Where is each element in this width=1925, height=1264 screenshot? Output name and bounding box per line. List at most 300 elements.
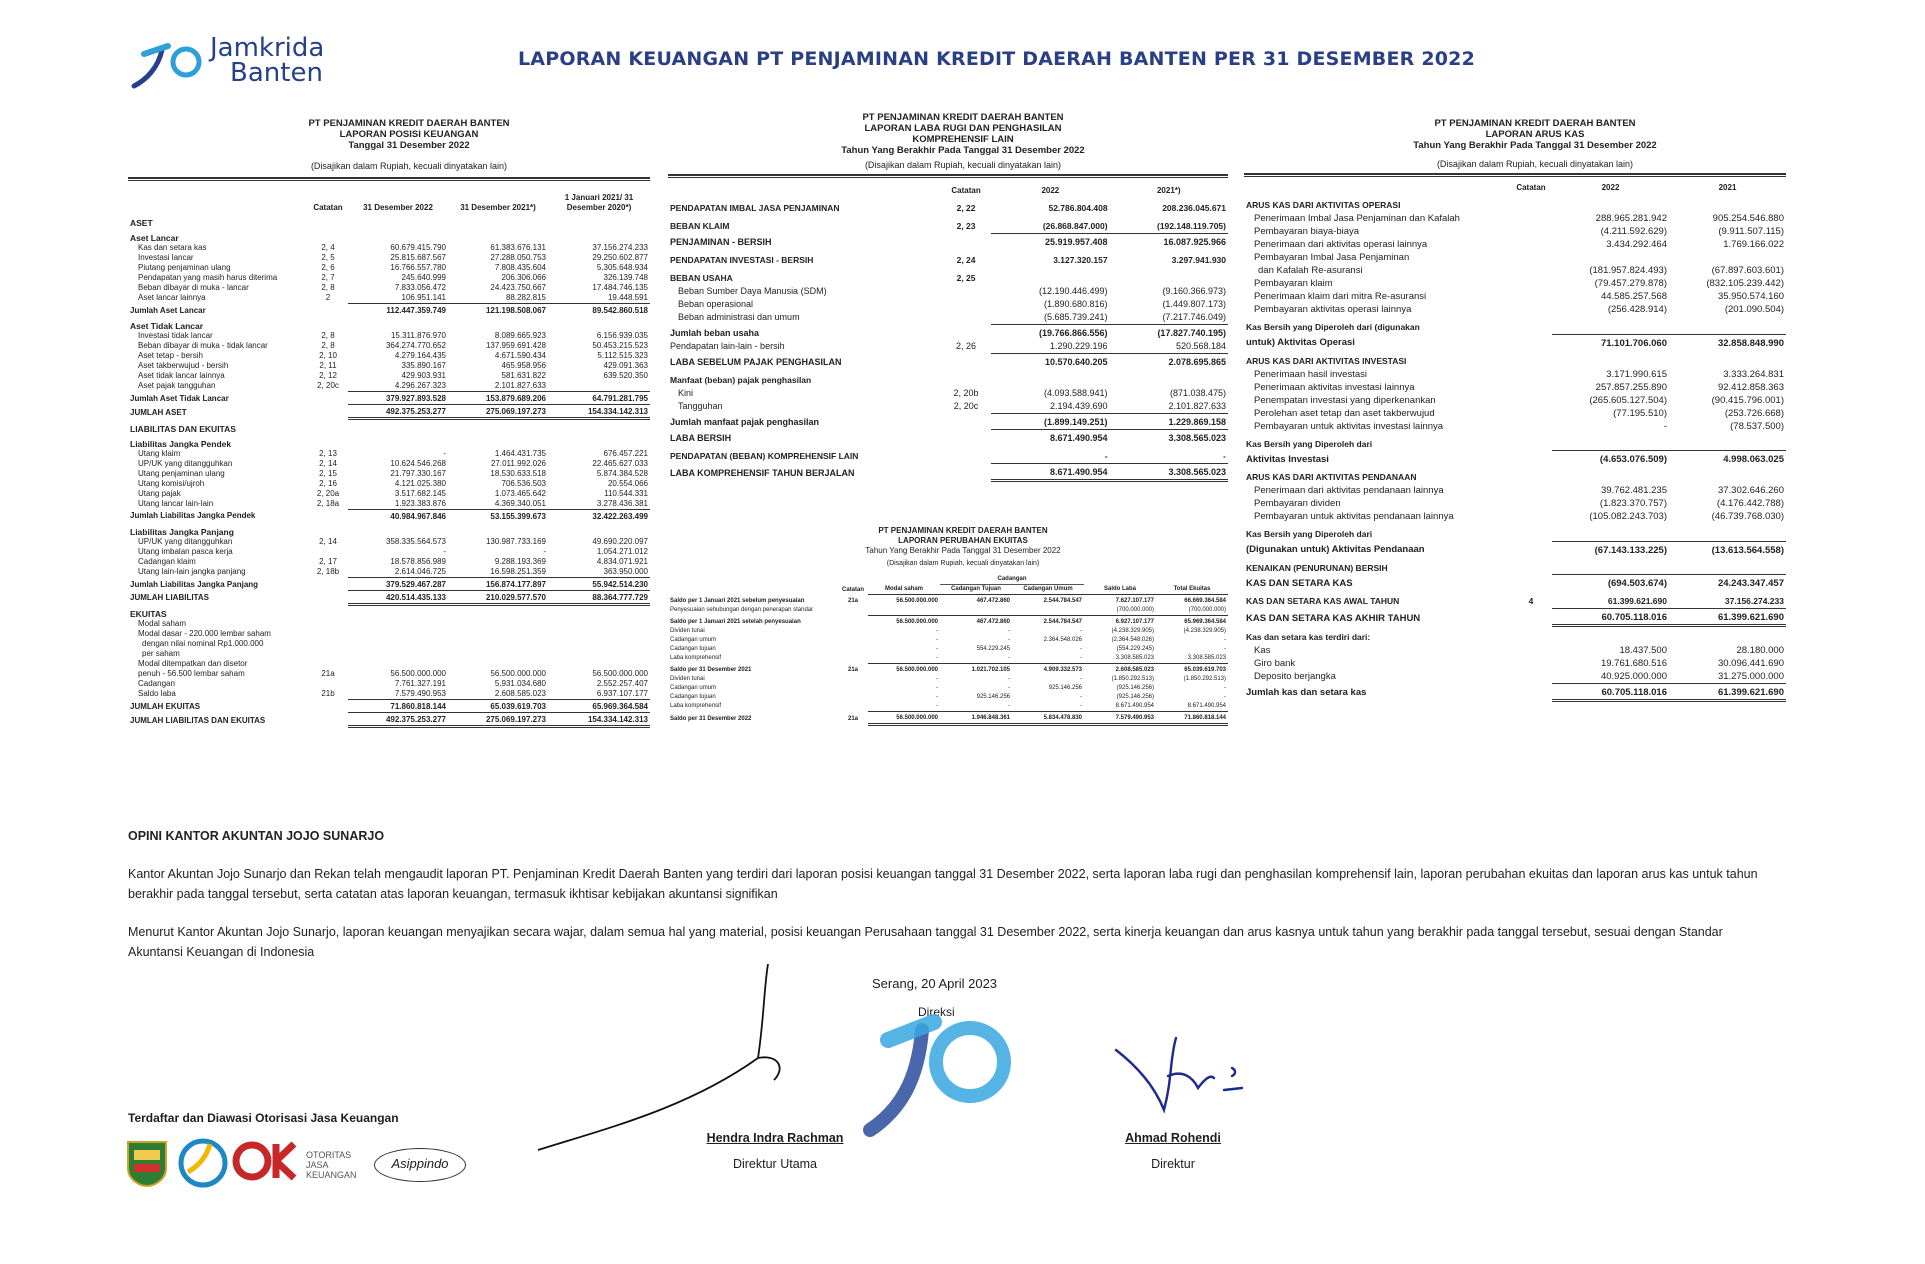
pl-row-value: (5.685.739.241) <box>1044 312 1108 322</box>
pl-row <box>668 215 1228 234</box>
balance-row-note: 2, 17 <box>319 556 337 566</box>
equity-row-label: Laba komprehensif <box>670 703 722 710</box>
cashflow-row-label: Kas Bersih yang Diperoleh dari <box>1246 529 1373 539</box>
equity-row-value: 2.608.585.023 <box>1084 664 1156 676</box>
balance-row-value: 53.155.399.673 <box>448 509 548 522</box>
equity-row-value: (925.146.256) <box>1116 694 1155 700</box>
cashflow-row-label: Jumlah kas dan setara kas <box>1246 687 1367 698</box>
balance-row-note: 2, 7 <box>321 273 335 282</box>
balance-row-note: 2, 10 <box>319 351 337 360</box>
cashflow-row-note <box>1510 381 1552 394</box>
pl-row-value: 25.919.957.408 <box>991 234 1109 250</box>
pl-row <box>668 249 1228 267</box>
equity-row-label: Saldo per 31 Desember 2022 <box>670 715 752 722</box>
cashflow-row-value <box>1552 626 1669 644</box>
pl-row-value: (17.827.740.195) <box>1110 325 1228 341</box>
cashflow-row-value: (201.090.504) <box>1724 304 1784 315</box>
balance-row <box>128 253 650 263</box>
equity-row-value <box>868 606 940 616</box>
pl-row-value: 208.236.045.671 <box>1162 203 1226 213</box>
cashflow-row-value <box>1669 350 1786 368</box>
cashflow-row-label: Deposito berjangka <box>1254 670 1336 682</box>
balance-row-value: 65.969.364.584 <box>548 700 650 713</box>
equity-statement <box>668 526 1228 726</box>
cashflow-row-label: Pembayaran untuk aktivitas pendanaan lainnya <box>1254 511 1454 522</box>
equity-row-label: Saldo per 31 Desember 2021 <box>670 666 752 673</box>
pl-row-note <box>941 325 991 341</box>
balance-row-value <box>448 522 548 537</box>
equity-row <box>668 693 1228 702</box>
balance-row <box>128 649 650 659</box>
cashflow-row-value: (253.726.668) <box>1724 407 1784 419</box>
balance-row-label: Jumlah Aset Tidak Lancar <box>130 394 229 403</box>
pl-row <box>668 340 1228 354</box>
balance-row-value: 1.054.271.012 <box>596 546 648 556</box>
cashflow-row-value: (90.415.796.001) <box>1711 394 1784 406</box>
pl-row-value: 2.194.439.690 <box>1050 401 1108 411</box>
cashflow-row-label: ARUS KAS DARI AKTIVITAS PENDANAAN <box>1246 472 1417 482</box>
balance-row <box>128 405 650 419</box>
balance-row-note: 2, 12 <box>319 371 337 380</box>
balance-row-label: Cadangan <box>138 679 175 688</box>
cashflow-row <box>1244 420 1786 433</box>
balance-row-label: UP/UK yang ditangguhkan <box>138 458 233 468</box>
cashflow-row-label: Penerimaan dari aktivitas pendanaan lainnya <box>1254 485 1444 496</box>
balance-row <box>128 489 650 499</box>
pl-row-label: Jumlah manfaat pajak penghasilan <box>670 417 820 427</box>
equity-row-value: - <box>936 694 938 700</box>
balance-row-value: 156.874.177.897 <box>448 577 548 590</box>
balance-row <box>128 304 650 317</box>
cashflow-row-note <box>1510 251 1552 264</box>
balance-row-value <box>348 228 448 243</box>
cashflow-row <box>1244 290 1786 303</box>
balance-row-value: 71.860.818.144 <box>348 700 448 713</box>
cashflow-row-value: (181.957.824.493) <box>1589 265 1667 276</box>
pl-row-note <box>941 285 991 298</box>
pl-row-label: PENDAPATAN (BEBAN) KOMPREHENSIF LAIN <box>670 451 859 462</box>
equity-row-value: 2.544.784.547 <box>1012 616 1084 628</box>
pl-row <box>668 400 1228 414</box>
balance-row-value <box>348 629 448 639</box>
balance-row <box>128 537 650 547</box>
balance-row-value: 56.500.000.000 <box>490 669 546 678</box>
cashflow-row-note <box>1510 394 1552 407</box>
cashflow-row-value <box>1552 466 1669 484</box>
balance-row <box>128 283 650 293</box>
balance-row-value: 3.278.436.381 <box>596 498 648 508</box>
balance-subtitle: (Disajikan dalam Rupiah, kecuali dinyatakan lain) <box>310 161 508 171</box>
balance-row-value: 6.156.939.035 <box>596 331 648 340</box>
balance-row <box>128 228 650 243</box>
balance-row-note <box>308 304 348 317</box>
pl-row-value: (1.449.807.173) <box>1162 299 1226 309</box>
equity-row-note <box>838 616 868 628</box>
pl-row-value: (9.160.366.973) <box>1162 286 1226 296</box>
equity-row-value: 56.500.000.000 <box>868 664 940 676</box>
balance-row-note <box>308 713 348 727</box>
balance-row-value: 121.198.508.067 <box>448 304 548 317</box>
balance-row-value: 1.923.383.876 <box>394 498 446 508</box>
cashflow-row-value: (46.739.768.030) <box>1711 511 1784 522</box>
pl-row-note: 2, 20c <box>953 401 979 412</box>
balance-col-2020: 1 Januari 2021/ 31 Desember 2020*) <box>564 193 634 212</box>
balance-row-note <box>308 590 348 604</box>
balance-row-note: 2, 11 <box>319 361 337 370</box>
pl-row-label: Jumlah beban usaha <box>670 327 760 338</box>
equity-row-value: - <box>1080 628 1083 634</box>
cashflow-row <box>1244 407 1786 420</box>
pl-row <box>668 197 1228 215</box>
cashflow-row-label: KENAIKAN (PENURUNAN) BERSIH <box>1246 562 1388 573</box>
pl-row-value <box>1110 369 1228 387</box>
balance-row-note: 2, 8 <box>321 283 335 292</box>
cashflow-row-value <box>1669 466 1786 484</box>
equity-row <box>668 675 1228 684</box>
balance-row <box>128 392 650 405</box>
cashflow-row-value <box>1552 316 1669 334</box>
balance-row-value <box>348 522 448 537</box>
cashflow-row-value: (77.195.510) <box>1613 407 1667 419</box>
pl-row-value: 520.568.184 <box>1175 341 1226 351</box>
pl-row-value: - <box>1104 451 1108 461</box>
cashflow-row-value <box>1669 194 1786 212</box>
balance-row-value: 2.101.827.633 <box>494 381 546 390</box>
balance-row-label: Pendapatan yang masih harus diterima <box>138 273 278 282</box>
balance-row-value: 37.156.274.233 <box>592 243 648 252</box>
equity-row-note <box>838 693 868 702</box>
asippindo-logo: Asippindo <box>374 1148 466 1182</box>
balance-row-value <box>448 316 548 331</box>
equity-row <box>668 664 1228 676</box>
cashflow-row <box>1244 394 1786 407</box>
balance-row-value: 4.369.340.051 <box>494 498 546 508</box>
balance-row <box>128 557 650 567</box>
balance-row <box>128 381 650 392</box>
equity-row-value: - <box>936 637 938 643</box>
pl-row <box>668 387 1228 400</box>
sign-place-date: Serang, 20 April 2023 <box>872 976 998 991</box>
equity-row-note <box>838 606 868 616</box>
pl-row <box>668 464 1228 481</box>
pl-row <box>668 267 1228 285</box>
cashflow-row-label: Penerimaan aktivitas investasi lainnya <box>1254 381 1415 393</box>
cashflow-row <box>1244 264 1786 277</box>
balance-row <box>128 479 650 489</box>
cashflow-row-value <box>1552 350 1669 368</box>
cashflow-row-value: - <box>1663 420 1667 432</box>
equity-row <box>668 684 1228 693</box>
balance-row <box>128 469 650 479</box>
balance-row-value: 4.671.590.434 <box>494 351 546 360</box>
equity-row-value: (2.364.548.026) <box>1111 637 1155 643</box>
pl-row-note <box>941 430 991 446</box>
cashflow-row-label: KAS DAN SETARA KAS AKHIR TAHUN <box>1246 612 1421 624</box>
balance-row-note <box>308 316 348 331</box>
pl-row-value: 3.308.565.023 <box>1110 430 1228 446</box>
equity-row-value: 56.500.000.000 <box>868 616 940 628</box>
pl-row-value: (1.899.149.251) <box>991 414 1109 430</box>
cashflow-row-label: Penerimaan dari aktivitas operasi lainnya <box>1254 239 1428 250</box>
cashflow-row-label: Penerimaan klaim dari mitra Re-asuransi <box>1254 291 1427 302</box>
pl-row-value: (7.217.746.049) <box>1162 312 1226 322</box>
cashflow-row-note <box>1510 466 1552 484</box>
balance-row-value: 1.464.431.735 <box>494 448 546 458</box>
equity-row-value: 65.039.619.703 <box>1156 664 1228 676</box>
balance-row <box>128 679 650 689</box>
balance-row-note: 2, 18b <box>316 566 340 576</box>
equity-row-value: 8.671.490.954 <box>1115 703 1155 709</box>
balance-row-value: 364.274.770.652 <box>385 341 446 350</box>
balance-row-value: 60.679.415.790 <box>390 243 446 252</box>
balance-row-label: Aset Lancar <box>130 233 179 243</box>
cashflow-row-note <box>1510 433 1552 451</box>
cashflow-row-note <box>1510 575 1552 591</box>
pl-row-note <box>941 298 991 311</box>
balance-row-value <box>448 604 548 619</box>
equity-group-header <box>668 575 1228 585</box>
equity-row <box>668 654 1228 664</box>
balance-row-value: 15.311.876.970 <box>390 331 446 340</box>
cashflow-row-note <box>1510 683 1552 700</box>
balance-row-label: Utang imbalan pasca kerja <box>138 546 233 556</box>
balance-row-value: 27.011.992.026 <box>490 458 546 468</box>
balance-row-note <box>308 419 348 434</box>
equity-row-value: 56.500.000.000 <box>868 712 940 725</box>
balance-row-value <box>448 649 548 659</box>
balance-row-value: 429.903.931 <box>401 371 446 380</box>
cashflow-row-value: 71.101.706.060 <box>1552 334 1669 350</box>
balance-row <box>128 459 650 469</box>
pl-row-value: (12.190.446.499) <box>1039 286 1108 296</box>
balance-row-value: 56.500.000.000 <box>390 669 446 678</box>
equity-row-label: Cadangan umum <box>670 685 717 691</box>
pl-row-note <box>941 445 991 464</box>
balance-row-value: 465.958.956 <box>501 361 546 370</box>
balance-row <box>128 629 650 639</box>
cashflow-row-value: 61.399.621.690 <box>1669 609 1786 626</box>
pl-row-label: LABA KOMPREHENSIF TAHUN BERJALAN <box>670 467 855 478</box>
pl-row-label: Pendapatan lain-lain - bersih <box>670 341 785 352</box>
cashflow-col-2021: 2021 <box>1718 183 1737 192</box>
cashflow-row-label: (Digunakan untuk) Aktivitas Pendanaan <box>1246 544 1425 556</box>
cashflow-row-note <box>1510 557 1552 575</box>
balance-row-note: 2, 8 <box>321 331 335 340</box>
cashflow-row-value <box>1669 251 1786 264</box>
cashflow-row <box>1244 523 1786 541</box>
cashflow-row-label: Penempatan investasi yang diperkenankan <box>1254 394 1436 406</box>
cashflow-row-value: 257.857.255.890 <box>1595 381 1667 393</box>
cashflow-row-label: Giro bank <box>1254 657 1296 669</box>
equity-row-note: 21a <box>847 597 858 604</box>
banten-emblem-icon <box>124 1136 170 1188</box>
cashflow-row-label: Pembayaran dividen <box>1254 498 1341 509</box>
pl-row-label: Manfaat (beban) pajak penghasilan <box>670 375 812 385</box>
balance-row-value: 106.951.141 <box>401 293 446 302</box>
balance-row-label: JUMLAH LIABILITAS <box>130 593 209 602</box>
signer-2-name: Ahmad Rohendi <box>1125 1131 1221 1145</box>
cashflow-row-value: 19.761.680.516 <box>1600 657 1667 669</box>
pl-subtitle: (Disajikan dalam Rupiah, kecuali dinyatakan lain) <box>864 160 1062 170</box>
equity-row-value: - <box>1080 676 1083 682</box>
pl-row-value: 1.229.869.158 <box>1110 414 1228 430</box>
cashflow-col-note: Catatan <box>1516 183 1546 192</box>
balance-row-label: penuh - 56.500 lembar saham <box>138 669 245 678</box>
balance-row-value: 275.069.197.273 <box>448 713 548 727</box>
balance-row-note <box>308 405 348 419</box>
balance-row-value: 16.766.557.780 <box>390 263 446 272</box>
equity-row-value: - <box>1008 655 1010 661</box>
cashflow-row-label: Pembayaran biaya-biaya <box>1254 226 1360 237</box>
pl-row-value: 10.570.640.205 <box>991 354 1109 370</box>
balance-row-value <box>348 316 448 331</box>
balance-row-note: 21a <box>321 669 335 678</box>
balance-col-note: Catatan <box>313 203 343 212</box>
pl-row-value: (19.766.866.556) <box>991 325 1109 341</box>
cashflow-row <box>1244 451 1786 467</box>
balance-row-label: Jumlah Liabilitas Jangka Pendek <box>130 511 256 521</box>
balance-row-value: 5.931.034.680 <box>494 679 546 688</box>
equity-row-value: (4.238.329.905) <box>1183 628 1227 634</box>
balance-row-label: Jumlah Liabilitas Jangka Panjang <box>130 579 259 589</box>
equity-row-note: 21a <box>847 715 858 722</box>
cashflow-row-note <box>1510 541 1552 557</box>
cashflow-statement <box>1244 118 1786 702</box>
cashflow-row <box>1244 238 1786 251</box>
equity-row-value: 6.927.107.177 <box>1084 616 1156 628</box>
balance-row-value <box>348 659 448 669</box>
cashflow-row-value: 18.437.500 <box>1619 644 1667 656</box>
balance-row-value <box>348 434 448 449</box>
pl-row-note <box>941 354 991 370</box>
cashflow-row-value: (4.211.592.629) <box>1600 226 1667 237</box>
opinion-paragraph-1: Kantor Akuntan Jojo Sunarjo dan Rekan telah mengaudit laporan PT. Penjaminan Kredit Daerah Banten yang terdiri dari laporan posisi keuangan tanggal 31 Desember 2022, serta laporan laba rugi dan penghasilan komprehensif lain, laporan perubahan ekuitas dan laporan arus kas untuk tahun berakhir pada tanggal tersebut, serta catatan atas laporan keuangan, termasuk ikhtisar kebijakan akuntansi signifikan <box>128 867 1758 901</box>
balance-row-value: 25.815.687.567 <box>390 253 446 262</box>
pl-row-value: - <box>1223 451 1226 461</box>
balance-row-value <box>348 619 448 629</box>
cashflow-row-note <box>1510 350 1552 368</box>
equity-row-note <box>838 702 868 712</box>
pl-row-value: (4.093.588.941) <box>1044 388 1108 398</box>
cashflow-row-value: 30.096.441.690 <box>1717 657 1784 669</box>
balance-row-value: 7.761.327.191 <box>394 679 446 688</box>
balance-row-label: per saham <box>142 649 180 658</box>
equity-row-value: - <box>1008 685 1010 691</box>
sign-board: Direksi <box>918 1005 955 1019</box>
balance-row-value: 429.091.363 <box>603 361 648 370</box>
balance-row-value: 154.334.142.313 <box>548 713 650 727</box>
equity-row-value: - <box>1008 628 1010 634</box>
equity-row-value: - <box>1224 637 1227 643</box>
cashflow-row-value: 60.705.118.016 <box>1552 609 1669 626</box>
pl-row-value: (871.038.475) <box>1169 388 1226 398</box>
balance-row-value <box>448 619 548 629</box>
balance-row-label: Aset Tidak Lancar <box>130 321 204 331</box>
equity-row-note <box>838 627 868 636</box>
balance-row <box>128 434 650 449</box>
brand-line-2: Banten <box>230 58 323 88</box>
equity-row-value: - <box>1008 676 1010 682</box>
balance-row <box>128 547 650 557</box>
balance-row-value: 56.500.000.000 <box>592 669 648 678</box>
balance-row-note: 2, 16 <box>319 478 337 488</box>
cashflow-row <box>1244 381 1786 394</box>
cashflow-row-label: Perolehan aset tetap dan aset takberwujud <box>1254 407 1435 419</box>
equity-row-value: - <box>936 646 938 652</box>
equity-row-value: (4.238.329.905) <box>1111 628 1155 634</box>
balance-row-note <box>308 522 348 537</box>
balance-row-label: dengan nilai nominal Rp1.000.000 <box>142 639 264 648</box>
balance-row-value: 153.879.689.206 <box>448 392 548 405</box>
cashflow-row-value: 39.762.481.235 <box>1600 485 1667 496</box>
cashflow-row <box>1244 212 1786 225</box>
balance-row-value: 65.039.619.703 <box>448 700 548 713</box>
cashflow-row <box>1244 541 1786 557</box>
balance-row-note: 2, 14 <box>319 458 337 468</box>
equity-row-value: 2.544.784.547 <box>1012 595 1084 607</box>
pl-row <box>668 285 1228 298</box>
cashflow-table <box>1244 181 1786 702</box>
pl-row-label: PENDAPATAN INVESTASI - BERSIH <box>670 255 814 265</box>
pl-row-label: Tangguhan <box>678 401 723 412</box>
equity-row <box>668 627 1228 636</box>
opinion-paragraph-2: Menurut Kantor Akuntan Jojo Sunarjo, laporan keuangan menyajikan secara wajar, dalam semua hal yang material, posisi keuangan Perusahaan tanggal 31 Desember 2022, serta kinerja keuangan dan arus kasnya untuk tahun yang berakhir pada tanggal tersebut, sesuai dengan Standar Akuntansi Keuangan di Indonesia <box>128 925 1723 959</box>
cashflow-row-value: (265.605.127.504) <box>1589 394 1667 406</box>
balance-row-value <box>448 228 548 243</box>
pl-row-label: BEBAN USAHA <box>670 273 733 283</box>
pl-row <box>668 325 1228 341</box>
balance-row <box>128 689 650 700</box>
balance-row-value: 112.447.359.749 <box>348 304 448 317</box>
balance-row <box>128 659 650 669</box>
balance-row <box>128 351 650 361</box>
equity-col-header-cell: Total Ekuitas <box>1173 586 1211 592</box>
balance-row-label: Utang komisi/ujroh <box>138 478 205 488</box>
pl-heading: PT PENJAMINAN KREDIT DAERAH BANTEN LAPORAN LABA RUGI DAN PENGHASILAN KOMPREHENSIF LAIN Tahun Yang Berakhir Pada Tanggal 31 Desember 2022 <box>841 112 1085 156</box>
cashflow-row-label: ARUS KAS DARI AKTIVITAS INVESTASI <box>1246 355 1407 366</box>
pl-row-note <box>941 464 991 481</box>
cashflow-row-value: 24.243.347.457 <box>1669 575 1786 591</box>
cashflow-row-value: 28.180.000 <box>1736 644 1784 656</box>
cashflow-row <box>1244 251 1786 264</box>
pl-row-note <box>941 234 991 250</box>
balance-row-label: Liabilitas Jangka Panjang <box>130 526 234 537</box>
balance-row-value: 7.579.490.953 <box>394 689 446 698</box>
cashflow-row <box>1244 609 1786 626</box>
balance-row-label: Utang klaim <box>138 448 181 458</box>
balance-row <box>128 590 650 604</box>
equity-col-header-cell: Cadangan Umum <box>1023 586 1073 592</box>
ojk-text: OTORITAS JASA KEUANGAN <box>306 1150 357 1180</box>
equity-row <box>668 616 1228 628</box>
balance-row-value: 137.959.691.428 <box>485 341 546 350</box>
balance-row-value: 8.089.665.923 <box>494 331 546 340</box>
cashflow-row-label: Pembayaran klaim <box>1254 278 1333 289</box>
balance-row-value <box>548 213 650 228</box>
pl-row <box>668 414 1228 430</box>
cashflow-row <box>1244 350 1786 368</box>
equity-row-value: (925.146.256) <box>1116 685 1155 691</box>
cashflow-subtitle: (Disajikan dalam Rupiah, kecuali dinyatakan lain) <box>1436 159 1634 169</box>
balance-row-note <box>308 659 348 669</box>
cashflow-row <box>1244 670 1786 684</box>
balance-row-value: 88.282.815 <box>505 293 546 302</box>
pl-row-value: 2.101.827.633 <box>1168 401 1226 411</box>
balance-row <box>128 263 650 273</box>
equity-row-value: - <box>1224 685 1227 691</box>
balance-row-value: 10.624.546.268 <box>390 458 446 468</box>
equity-row-value: 554.229.245 <box>976 646 1010 652</box>
